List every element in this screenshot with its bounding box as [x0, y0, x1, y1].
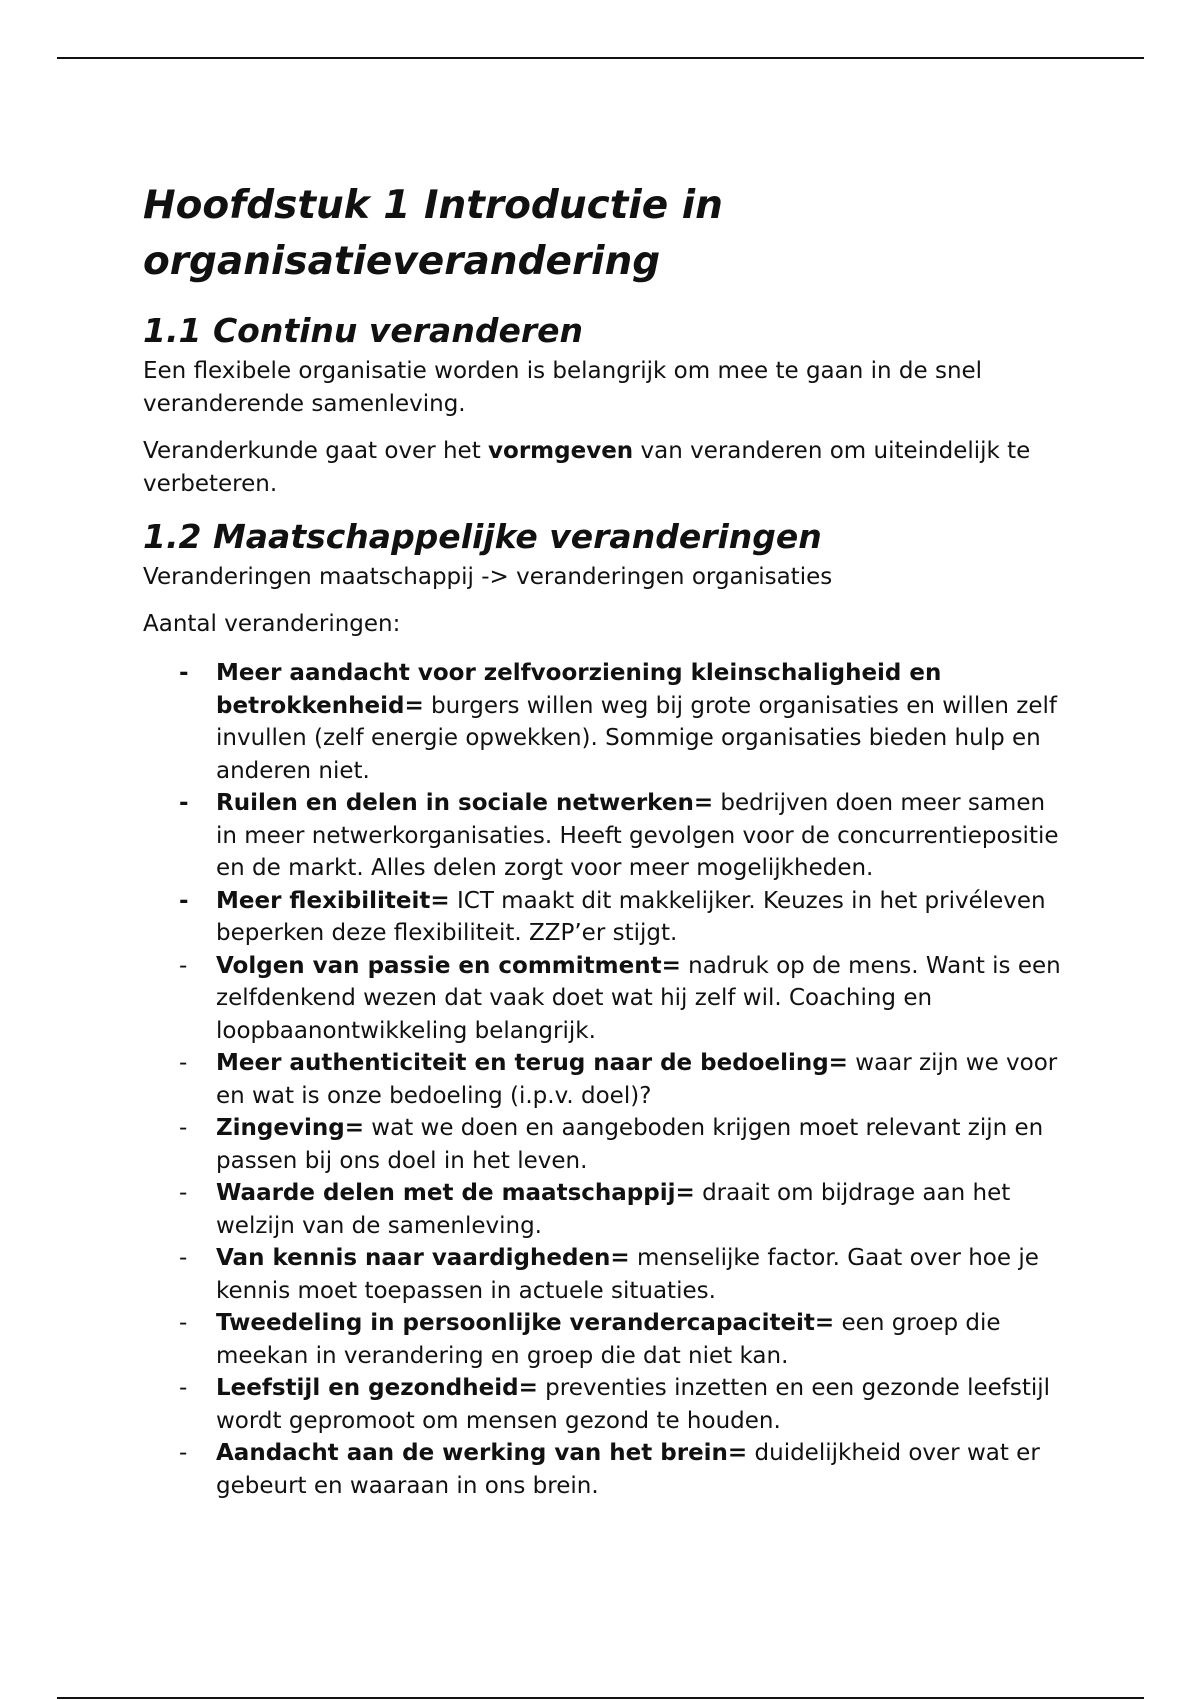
top-rule — [57, 57, 1144, 59]
list-item-term: Ruilen en delen in sociale netwerken= — [216, 790, 714, 816]
bullet-dash: - — [179, 887, 189, 914]
list-item-term: Meer aandacht voor zelfvoorziening kleinschaligheid en betrokkenheid= — [216, 660, 942, 719]
paragraph-veranderkunde — [143, 435, 1063, 501]
bullet-dash: - — [179, 1115, 188, 1141]
list-item — [143, 787, 1063, 885]
section-heading-maatschappelijke-veranderingen: 1.2 Maatschappelijke veranderingen — [143, 517, 822, 556]
text-run: Veranderkunde gaat over het — [143, 438, 489, 464]
chapter-title: Hoofdstuk 1 Introductie in organisatieverandering — [143, 183, 723, 284]
bullet-dash: - — [179, 1440, 188, 1466]
list-item-text: nadruk op de mens. Want is een zelfdenkend wezen dat vaak doet wat hij zelf wil. Coaching en loopbaanontwikkeling belangrijk. — [216, 952, 1061, 1044]
list-item-term: Meer flexibiliteit= — [216, 887, 450, 914]
list-item-term: Waarde delen met de maatschappij= — [216, 1180, 695, 1206]
bullet-dash: - — [179, 1180, 188, 1206]
text-run: van veranderen om uiteindelijk te verbeteren. — [143, 438, 1031, 497]
list-item-text: menselijke factor. Gaat over hoe je kennis moet toepassen in actuele situaties. — [216, 1245, 1039, 1304]
list-item-term: Leefstijl en gezondheid= — [216, 1375, 538, 1401]
list-item — [143, 885, 1063, 950]
list-item-term: Van kennis naar vaardigheden= — [216, 1245, 630, 1271]
list-item — [143, 1112, 1063, 1177]
list-item — [143, 1177, 1063, 1242]
list-item-text: wat we doen en aangeboden krijgen moet relevant zijn en passen bij ons doel in het leven. — [216, 1115, 1044, 1174]
list-item — [143, 1372, 1063, 1437]
section-heading-continu-veranderen: 1.1 Continu veranderen — [143, 311, 583, 350]
bold-term-vormgeven: vormgeven — [488, 438, 634, 464]
list-item-text: burgers willen weg bij grote organisaties en willen zelf invullen (zelf energie opwekken). Sommige organisaties bieden hulp en anderen niet. — [216, 692, 1057, 784]
list-item-term: Zingeving= — [216, 1115, 364, 1141]
bullet-dash: - — [179, 1310, 188, 1336]
bullet-dash: - — [179, 1375, 188, 1401]
list-item-text: ICT maakt dit makkelijker. Keuzes in het privéleven beperken deze flexibiliteit. ZZP’er stijgt. — [216, 887, 1046, 946]
list-item-term: Meer authenticiteit en terug naar de bedoeling= — [216, 1050, 848, 1076]
list-item-text: preventies inzetten en een gezonde leefstijl wordt gepromoot om mensen gezond te houden. — [216, 1375, 1051, 1434]
bullet-dash: - — [179, 790, 189, 816]
list-item — [143, 1307, 1063, 1372]
paragraph-veranderingen-maatschappij: Veranderingen maatschappij -> veranderingen organisaties — [143, 564, 833, 590]
bullet-dash: - — [179, 660, 189, 686]
list-item-text: draait om bijdrage aan het welzijn van de samenleving. — [216, 1180, 1011, 1239]
list-item-term: Tweedeling in persoonlijke verandercapaciteit= — [216, 1310, 835, 1336]
list-item-term: Volgen van passie en commitment= — [216, 952, 681, 979]
list-item-text: waar zijn we voor en wat is onze bedoeling (i.p.v. doel)? — [216, 1050, 1058, 1109]
bullet-dash: - — [179, 1245, 188, 1271]
list-item-text: bedrijven doen meer samen in meer netwerkorganisaties. Heeft gevolgen voor de concurrentiepositie en de markt. Alles delen zorgt voor meer mogelijkheden. — [216, 790, 1059, 881]
bullet-dash: - — [179, 1050, 188, 1076]
list-item — [143, 1047, 1063, 1112]
list-item — [143, 1242, 1063, 1307]
list-item — [143, 1437, 1063, 1502]
document-body — [143, 178, 1063, 1502]
paragraph-aantal-veranderingen: Aantal veranderingen: — [143, 611, 401, 637]
list-item — [143, 950, 1063, 1048]
list-item-term: Aandacht aan de werking van het brein= — [216, 1440, 748, 1466]
paragraph-flexibele-organisatie: Een flexibele organisatie worden is belangrijk om mee te gaan in de snel veranderende samenleving. — [143, 358, 983, 417]
list-item — [143, 657, 1063, 787]
changes-list — [143, 657, 1063, 1502]
list-item-text: een groep die meekan in verandering en groep die dat niet kan. — [216, 1310, 1001, 1369]
bottom-rule — [57, 1697, 1144, 1699]
list-item-text: duidelijkheid over wat er gebeurt en waaraan in ons brein. — [216, 1440, 1040, 1499]
bullet-dash: - — [179, 952, 188, 979]
